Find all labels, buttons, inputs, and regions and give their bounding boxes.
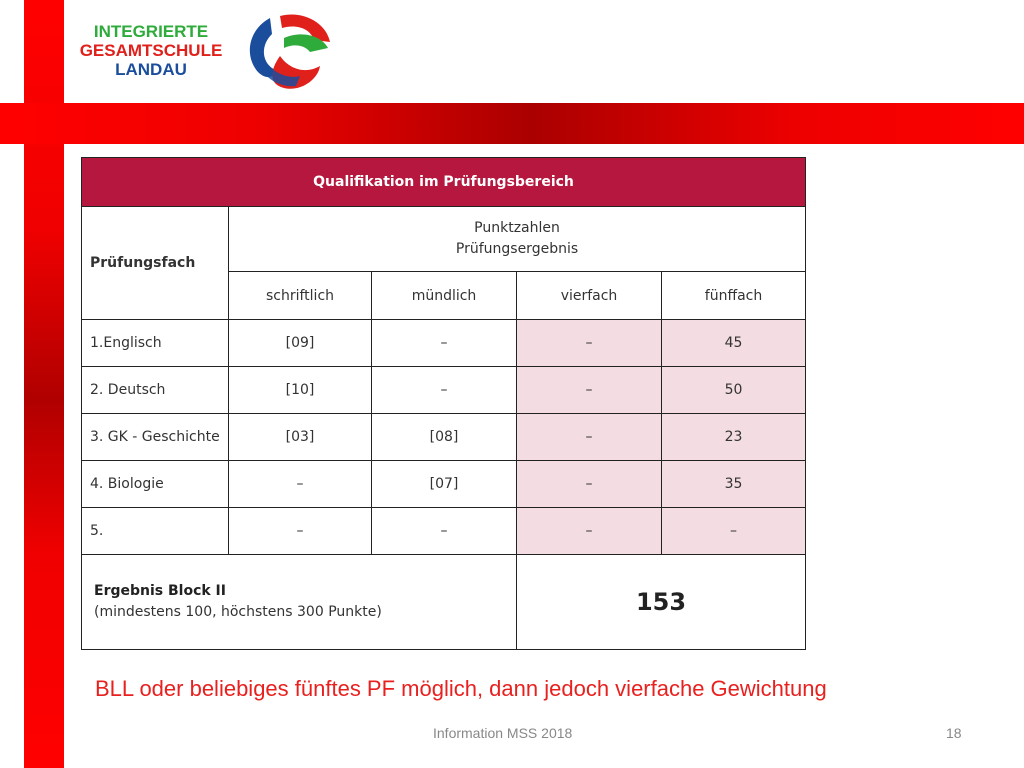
table-row — [82, 508, 806, 555]
table-cell: – — [517, 508, 662, 555]
table-cell: – — [662, 508, 806, 555]
table-cell: [09] — [229, 320, 372, 367]
table-cell: – — [517, 367, 662, 414]
table-cell: 50 — [662, 367, 806, 414]
result-label: Ergebnis Block II — [94, 583, 226, 599]
table-cell: [07] — [372, 461, 517, 508]
subject-header: Prüfungsfach — [82, 207, 229, 320]
page-number: 18 — [946, 725, 962, 741]
table-row — [82, 320, 806, 367]
table-cell: [08] — [372, 414, 517, 461]
result-value: 153 — [517, 555, 806, 650]
table-cell: [03] — [229, 414, 372, 461]
subject-cell: 5. — [82, 508, 229, 555]
school-logo-text — [70, 22, 232, 79]
logo-line-2: GESAMTSCHULE — [79, 41, 223, 60]
table-cell: – — [229, 508, 372, 555]
table-cell: – — [372, 508, 517, 555]
subject-cell: 1.Englisch — [82, 320, 229, 367]
column-header: fünffach — [662, 272, 806, 320]
table-title: Qualifikation im Prüfungsbereich — [82, 158, 806, 207]
logo-line-1: INTEGRIERTE — [93, 22, 209, 41]
result-sub: (mindestens 100, höchstens 300 Punkte) — [94, 604, 382, 620]
points-header-line1: Punktzahlen — [474, 220, 560, 236]
horizontal-red-bar — [0, 103, 1024, 144]
subject-cell: 4. Biologie — [82, 461, 229, 508]
subject-cell: 3. GK - Geschichte — [82, 414, 229, 461]
table-cell: – — [517, 414, 662, 461]
points-header-line2: Prüfungsergebnis — [455, 241, 579, 257]
table-cell: – — [229, 461, 372, 508]
footer-text: Information MSS 2018 — [433, 725, 573, 741]
result-row — [82, 555, 806, 650]
table-row — [82, 414, 806, 461]
note-text: BLL oder beliebiges fünftes PF möglich, dann jedoch vierfache Gewichtung — [95, 676, 827, 701]
column-header: schriftlich — [229, 272, 372, 320]
table-cell: [10] — [229, 367, 372, 414]
table-row — [82, 367, 806, 414]
table-cell: – — [372, 320, 517, 367]
table-cell: – — [372, 367, 517, 414]
logo-line-3: LANDAU — [115, 60, 187, 79]
points-header — [229, 207, 806, 272]
column-header: mündlich — [372, 272, 517, 320]
table-row — [82, 461, 806, 508]
qualification-table — [81, 157, 806, 650]
table-cell: 35 — [662, 461, 806, 508]
table-cell: – — [517, 461, 662, 508]
table-cell: 45 — [662, 320, 806, 367]
subject-cell: 2. Deutsch — [82, 367, 229, 414]
school-logo-icon — [240, 8, 332, 92]
result-label-cell — [82, 555, 517, 650]
table-cell: 23 — [662, 414, 806, 461]
table-cell: – — [517, 320, 662, 367]
column-header: vierfach — [517, 272, 662, 320]
